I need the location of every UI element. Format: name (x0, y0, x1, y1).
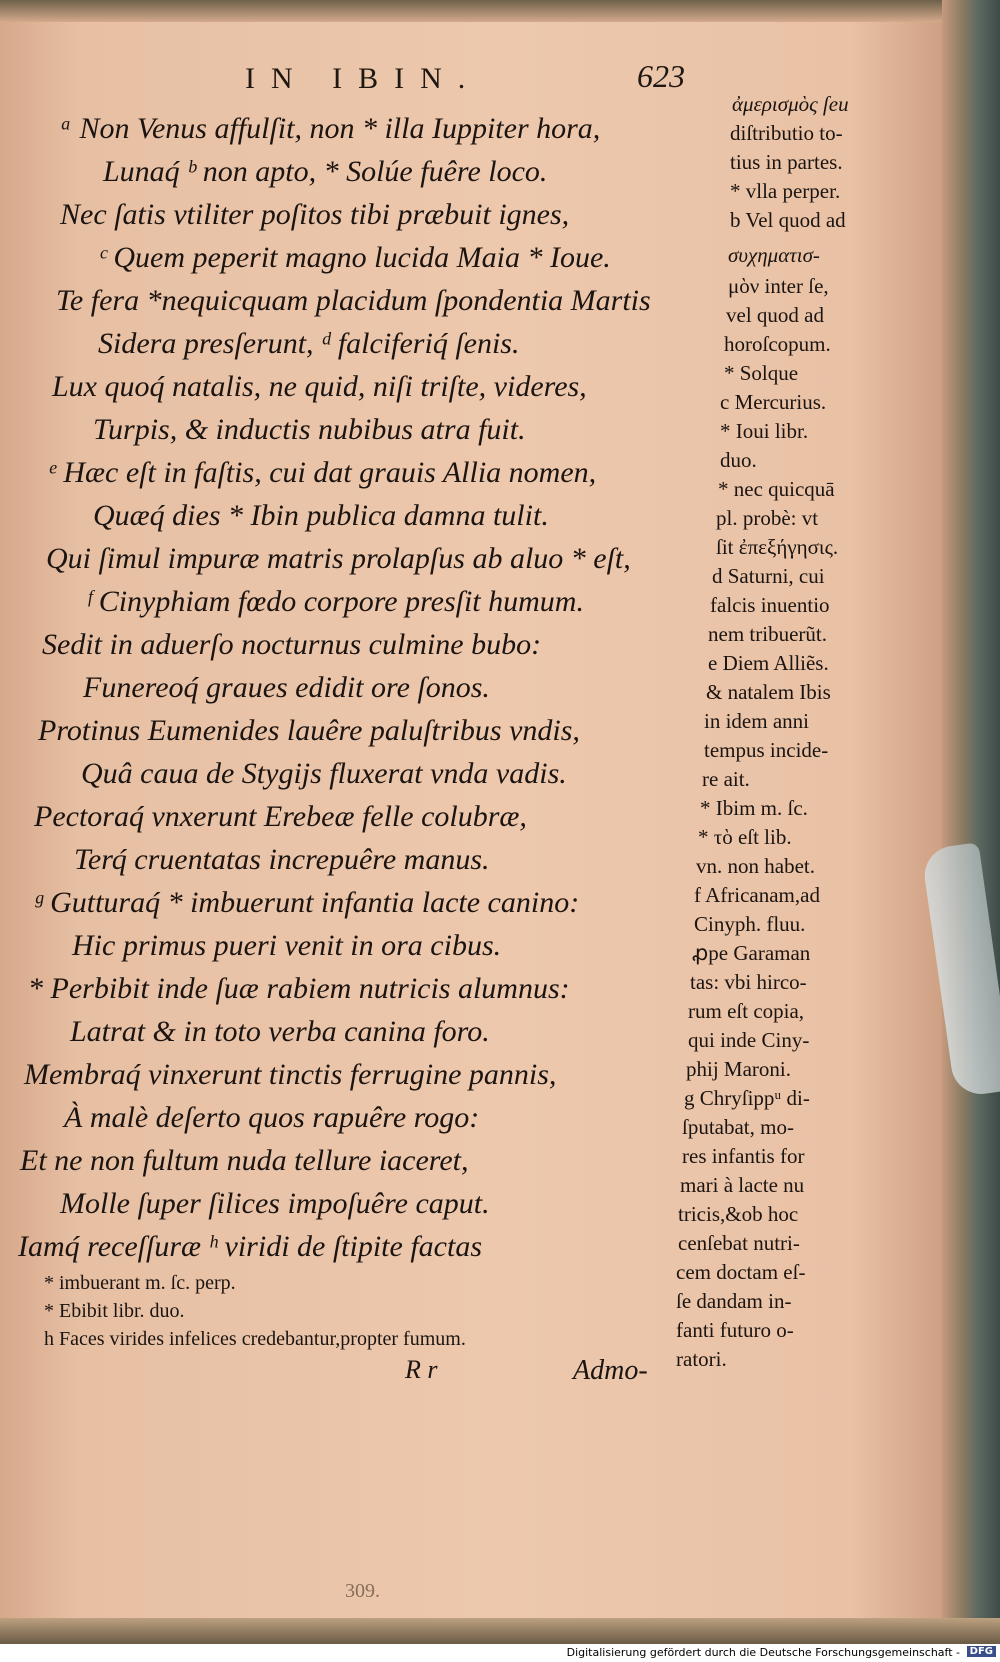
verse-line: ᵍ Gutturaq́ * imbuerunt infantia lacte canino: (34, 886, 580, 919)
verse-line: Pectoraq́ vnxerunt Erebeæ felle colubræ, (34, 800, 527, 833)
margin-note-line: tius in partes. (730, 150, 843, 174)
signature-mark: R r (405, 1355, 438, 1384)
footnote: h Faces virides infelices credebantur,propter fumum. (44, 1328, 466, 1350)
margin-note-line: res infantis for (682, 1144, 805, 1168)
margin-note-line: falcis inuentio (710, 593, 830, 617)
margin-note-line: * Ioui libr. (720, 419, 809, 443)
margin-note-line: qui inde Ciny- (688, 1028, 810, 1052)
margin-note-line: * vlla perper. (730, 179, 841, 203)
margin-note-line: συχηματισ- (728, 243, 820, 267)
margin-note-line: Cinyph. fluu. (694, 912, 806, 936)
margin-note-line: * nec quicquā (718, 477, 835, 501)
margin-note-line: b Vel quod ad (730, 208, 846, 232)
dfg-logo-icon: DFG (967, 1646, 996, 1657)
bottom-folio-mark: 309. (345, 1580, 380, 1602)
verse-line: ᵃ Non Venus affulſit, non * illa Iuppiter hora, (60, 112, 601, 145)
margin-note-line: ſit ἐπεξήγησις. (716, 535, 839, 559)
book-spine-edge (942, 0, 1000, 1662)
verse-line: Latrat & in toto verba canina foro. (70, 1015, 490, 1048)
footnote: * Ebibit libr. duo. (44, 1300, 185, 1322)
verse-line: Sidera presſerunt, ᵈ falciferiq́ ſenis. (98, 327, 520, 360)
verse-line: Protinus Eumenides lauêre paluſtribus vndis, (38, 714, 580, 747)
verse-line: ᶠ Cinyphiam fœdo corpore presſit humum. (86, 585, 584, 618)
margin-note-line: pl. probè: vt (716, 506, 819, 530)
verse-line: Lunaq́ ᵇ non apto, * Solúe fuêre loco. (103, 155, 548, 188)
margin-note-line: horoſcopum. (724, 332, 831, 356)
verse-line: Iamq́ receſſuræ ʰ viridi de ſtipite factas (18, 1230, 482, 1263)
verse-line: Turpis, & inductis nubibus atra fuit. (93, 413, 526, 446)
verse-line: Terq́ cruentatas increpuêre manus. (74, 843, 490, 876)
verse-line: ᶜ Quem peperit magno lucida Maia * Ioue. (98, 241, 611, 274)
verse-line: Nec ſatis vtiliter poſitos tibi præbuit ignes, (60, 198, 570, 231)
footnote: * imbuerant m. ſc. perp. (44, 1272, 236, 1294)
margin-note-line: duo. (720, 448, 757, 472)
page-number: 623 (637, 58, 685, 94)
margin-note-line: ἀμερισμὸς ſeu (732, 92, 849, 116)
verse-line: Sedit in aduerſo nocturnus culmine bubo: (42, 628, 542, 661)
margin-note-line: diſtributio to- (730, 121, 843, 145)
page-top-shadow (0, 0, 1000, 22)
verse-line: Membraq́ vinxerunt tinctis ferrugine pannis, (24, 1058, 557, 1091)
margin-note-line: * τὸ eſt lib. (698, 825, 792, 849)
verse-line: Hic primus pueri venit in ora cibus. (72, 929, 502, 962)
verse-line: Qui ſimul impuræ matris prolapſus ab aluo * eſt, (46, 542, 631, 575)
margin-note-line: d Saturni, cui (712, 564, 825, 588)
margin-note-line: phij Maroni. (686, 1057, 791, 1081)
margin-note-line: mari à lacte nu (680, 1173, 805, 1197)
margin-note-line: ſputabat, mo- (682, 1115, 794, 1139)
margin-note-line: vel quod ad (726, 303, 824, 327)
verse-line: ᵉ Hæc eſt in faſtis, cui dat grauis Allia nomen, (48, 456, 597, 489)
margin-note-line: in idem anni (704, 709, 809, 733)
margin-note-line: f Africanam,ad (694, 883, 820, 907)
margin-note-line: c Mercurius. (720, 390, 827, 414)
margin-note-line: tempus incide- (704, 738, 829, 762)
verse-line: À malè deſerto quos rapuêre rogo: (64, 1101, 480, 1134)
margin-note-line: re ait. (702, 767, 750, 791)
footer-credit: Digitalisierung gefördert durch die Deutsche Forschungsgemeinschaft - (566, 1646, 960, 1659)
verse-line: Molle ſuper ſilices impoſuêre caput. (60, 1187, 490, 1220)
margin-note-line: ꝓpe Garaman (692, 941, 811, 965)
margin-note-line: cenſebat nutri- (678, 1231, 800, 1255)
catchword: Admo- (573, 1355, 648, 1386)
page-bottom-edge (0, 1618, 1000, 1644)
margin-note-line: g Chryſippᵘ di- (684, 1086, 810, 1110)
margin-note-line: * Solque (724, 361, 799, 385)
verse-line: Lux quoq́ natalis, ne quid, niſi triſte, videres, (52, 370, 587, 403)
margin-note-line: ſe dandam in- (676, 1289, 792, 1313)
margin-note-line: nem tribuerũt. (708, 622, 827, 646)
margin-note-line: cem doctam eſ- (676, 1260, 806, 1284)
verse-line: Et ne non fultum nuda tellure iaceret, (20, 1144, 469, 1177)
verse-line: Quæq́ dies * Ibin publica damna tulit. (93, 499, 549, 532)
margin-note-line: vn. non habet. (696, 854, 815, 878)
margin-note-line: fanti futuro o- (676, 1318, 794, 1342)
margin-note-line: tricis,&ob hoc (678, 1202, 799, 1226)
verse-line: Funereoq́ graues edidit ore ſonos. (83, 671, 490, 704)
margin-note-line: & natalem Ibis (706, 680, 831, 704)
margin-note-line: * Ibim m. ſc. (700, 796, 808, 820)
verse-line: Quâ caua de Stygijs fluxerat vnda vadis. (81, 757, 567, 790)
margin-note-line: μὸν inter ſe, (728, 274, 829, 298)
running-title: IN IBIN. (245, 62, 482, 95)
verse-line: * Perbibit inde ſuæ rabiem nutricis alumnus: (28, 972, 570, 1005)
margin-note-line: e Diem Alliẽs. (708, 651, 829, 675)
margin-note-line: tas: vbi hirco- (690, 970, 807, 994)
margin-note-line: rum eſt copia, (688, 999, 805, 1023)
verse-line: Te fera *nequicquam placidum ſpondentia Martis (56, 284, 651, 317)
margin-note-line: ratori. (676, 1347, 727, 1371)
